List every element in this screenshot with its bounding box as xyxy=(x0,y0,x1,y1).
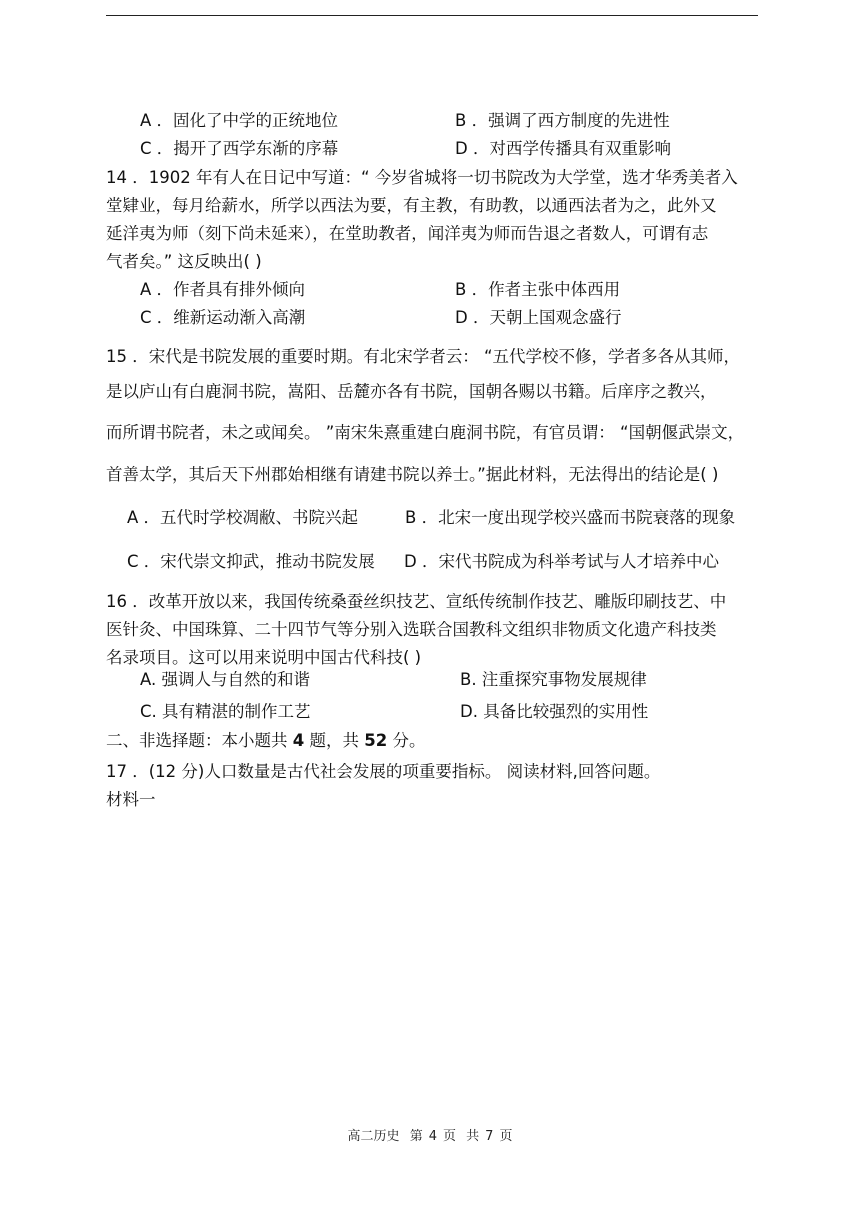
q16-stem-line-3: 名录项目。这可以用来说明中国古代科技( ) xyxy=(106,648,422,667)
q16-stem-line-2: 医针灸、中国珠算、二十四节气等分别入选联合国教科文组织非物质文化遗产科技类 xyxy=(106,620,717,639)
q13-option-b: B ．强调了西方制度的先进性 xyxy=(455,111,670,130)
footer-total-suffix: 页 xyxy=(499,1129,513,1144)
q14-option-d: D ．天朝上国观念盛行 xyxy=(455,308,622,327)
q15-stem-line-3: 而所谓书院者，未之或闻矣。 ”南宋朱熹重建白鹿洞书院，有官员谓： “国朝偃武崇文， xyxy=(106,423,745,442)
footer-page-number: 4 xyxy=(428,1129,437,1144)
q16-option-d: D. 具备比较强烈的实用性 xyxy=(460,702,649,721)
q14-stem-line-3: 延洋夷为师（刻下尚未延来），在堂助教者，闻洋夷为师而告退之者数人，可谓有志 xyxy=(106,224,709,243)
q13-option-d: D ．对西学传播具有双重影响 xyxy=(455,139,671,158)
section-2-suffix: 分。 xyxy=(387,731,426,750)
q15-stem-line-4: 首善太学，其后天下州郡始相继有请建书院以养士。”据此材料，无法得出的结论是( ) xyxy=(106,465,719,484)
footer-page-suffix: 页 xyxy=(442,1129,456,1144)
section-2-mid: 题，共 xyxy=(304,731,365,750)
footer-total-prefix: 共 xyxy=(466,1129,480,1144)
section-2-question-count: 4 xyxy=(292,731,305,750)
q14-option-b: B ．作者主张中体西用 xyxy=(455,280,621,299)
q14-option-c: C ．维新运动渐入高潮 xyxy=(140,308,306,327)
q15-stem-line-2: 是以庐山有白鹿洞书院，嵩阳、岳麓亦各有书院，国朝各赐以书籍。后庠序之教兴， xyxy=(106,382,717,401)
page-footer xyxy=(0,1128,860,1146)
q14-stem-line-1: 14 ．1902 年有人在日记中写道：“ 今岁省城将一切书院改为大学堂，选才华秀美者入 xyxy=(106,168,738,187)
q14-stem-line-4: 气者矣。” 这反映出( ) xyxy=(106,252,262,271)
q15-option-c: C ．宋代崇文抑武，推动书院发展 xyxy=(127,552,375,571)
section-2-prefix: 二、非选择题：本小题共 xyxy=(106,731,293,750)
header-rule xyxy=(106,15,758,16)
q15-option-d: D ．宋代书院成为科举考试与人才培养中心 xyxy=(404,552,719,571)
q15-option-a: A ．五代时学校凋敝、书院兴起 xyxy=(127,508,359,527)
q16-option-b: B. 注重探究事物发展规律 xyxy=(460,670,647,689)
footer-subject: 高二历史 xyxy=(347,1129,400,1144)
q17-material-1-label: 材料一 xyxy=(106,790,156,809)
section-2-total-score: 52 xyxy=(364,731,388,750)
q17-stem: 17 ．(12 分)人口数量是古代社会发展的项重要指标。 阅读材料,回答问题。 xyxy=(106,762,661,781)
q14-stem-line-2: 堂肄业，每月给薪水，所学以西法为要，有主教，有助教，以通西法者为之，此外又 xyxy=(106,196,717,215)
q13-option-c: C ．揭开了西学东渐的序幕 xyxy=(140,139,339,158)
q16-option-a: A. 强调人与自然的和谐 xyxy=(140,670,310,689)
section-2-heading xyxy=(106,730,425,752)
q15-stem-line-1: 15 ．宋代是书院发展的重要时期。有北宋学者云： “五代学校不修，学者多各从其师， xyxy=(106,347,741,366)
footer-total-pages: 7 xyxy=(485,1129,494,1144)
footer-page-prefix: 第 xyxy=(409,1129,423,1144)
q16-option-c: C. 具有精湛的制作工艺 xyxy=(140,702,311,721)
q14-option-a: A ．作者具有排外倾向 xyxy=(140,280,306,299)
q16-stem-line-1: 16 ．改革开放以来，我国传统桑蚕丝织技艺、宣纸传统制作技艺、雕版印刷技艺、中 xyxy=(106,592,727,611)
q15-option-b: B ．北宋一度出现学校兴盛而书院衰落的现象 xyxy=(405,508,736,527)
q13-option-a: A ．固化了中学的正统地位 xyxy=(140,111,339,130)
